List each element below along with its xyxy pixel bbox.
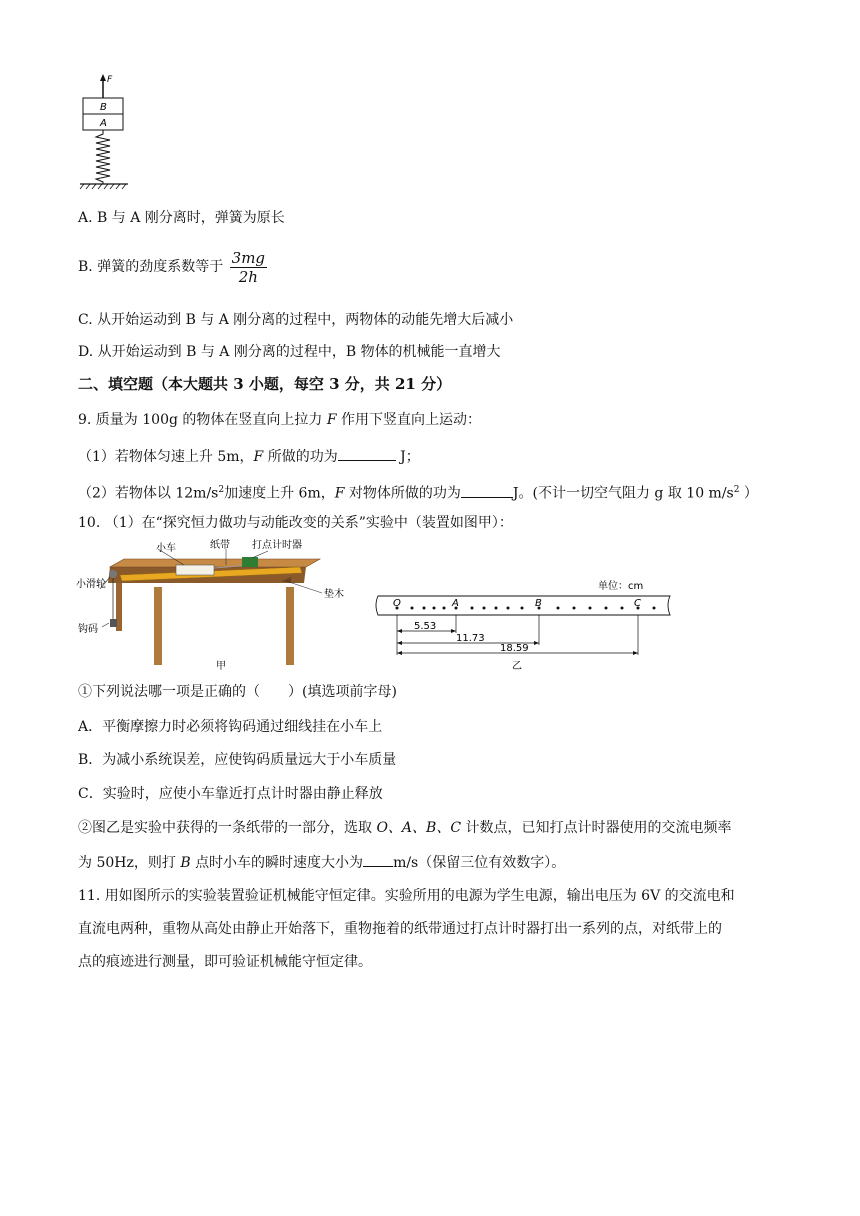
q10-stem: 10. （1）在“探究恒力做功与动能改变的关系”实验中（装置如图甲）： (78, 515, 513, 531)
unit-label: 单位：cm (598, 581, 644, 592)
point-b: B (535, 598, 542, 609)
q10-sub1: ①下列说法哪一项是正确的（ ）(填选项前字母) (78, 684, 397, 700)
figure-b-caption: 乙 (512, 661, 522, 671)
answer-blank[interactable] (338, 446, 396, 461)
q9-stem: 9. 质量为 100g 的物体在竖直向上拉力 F 作用下竖直向上运动： (78, 412, 482, 428)
pulley-label: 小滑轮 (76, 579, 106, 590)
q10-sub2-line2: 为 50Hz，则打 B 点时小车的瞬时速度大小为 m/s（保留三位有效数字）。 (78, 852, 565, 873)
cart-label: 小车 (156, 543, 176, 554)
stiffness-fraction: $\frac{3mg}{2h}$ (231, 248, 266, 286)
q10-option-b: B．为减小系统误差，应使钩码质量远大于小车质量 (78, 752, 397, 768)
q10-option-c: C．实验时，应使小车靠近打点计时器由静止释放 (78, 786, 383, 802)
q9-part2: （2）若物体以 $12m/s^2$加速度上升 6m，F 对物体所做的功为 J。(不计一切空气阻力 g 取 10 $m/s^2$ ） (78, 480, 758, 504)
section-heading: 二、填空题（本大题共 3 小题，每空 3 分，共 21 分） (78, 375, 452, 393)
block-b-label: B (100, 102, 107, 113)
force-label: F (107, 75, 113, 85)
q9-part1: （1）若物体匀速上升 5m，F 所做的功为 J； (78, 446, 420, 467)
answer-blank[interactable] (363, 852, 393, 867)
q11-line1: 11. 用如图所示的实验装置验证机械能守恒定律。实验所用的电源为学生电源，输出电压为 6V 的交流电和 (78, 888, 735, 904)
distance-oc: 18.59 (500, 643, 529, 654)
point-c: C (634, 598, 641, 609)
spring-block-figure (76, 72, 136, 190)
tape-label: 纸带 (210, 540, 230, 551)
answer-blank[interactable] (461, 483, 513, 498)
wedge-label: 垫木 (324, 589, 344, 600)
distance-ob: 11.73 (456, 633, 485, 644)
q8-option-b: B. 弹簧的劲度系数等于 $\frac{3mg}{2h}$ (78, 248, 266, 286)
point-a: A (452, 598, 459, 609)
q8-option-a: A. B 与 A 刚分离时，弹簧为原长 (78, 210, 285, 226)
figure-a-caption: 甲 (216, 661, 226, 671)
q11-line2: 直流电两种，重物从高处由静止开始落下，重物拖着的纸带通过打点计时器打出一系列的点，对纸带上的 (78, 921, 722, 937)
block-a-label: A (100, 118, 107, 129)
distance-oa: 5.53 (414, 621, 437, 632)
apparatus-figure (76, 537, 376, 671)
weight-label: 钩码 (78, 624, 98, 635)
timer-label: 打点计时器 (252, 540, 302, 551)
q10-option-a: A．平衡摩擦力时必须将钩码通过细线挂在小车上 (78, 719, 383, 735)
paper-tape-figure (372, 573, 678, 671)
q11-line3: 点的痕迹进行测量，即可验证机械能守恒定律。 (78, 954, 372, 970)
q8-option-d: D. 从开始运动到 B 与 A 刚分离的过程中，B 物体的机械能一直增大 (78, 344, 501, 360)
point-o: O (393, 598, 401, 609)
q8-option-c: C. 从开始运动到 B 与 A 刚分离的过程中，两物体的动能先增大后减小 (78, 312, 514, 328)
q10-sub2-line1: ②图乙是实验中获得的一条纸带的一部分，选取 O、A、B、C 计数点，已知打点计时器使用的交流电频率 (78, 820, 732, 836)
